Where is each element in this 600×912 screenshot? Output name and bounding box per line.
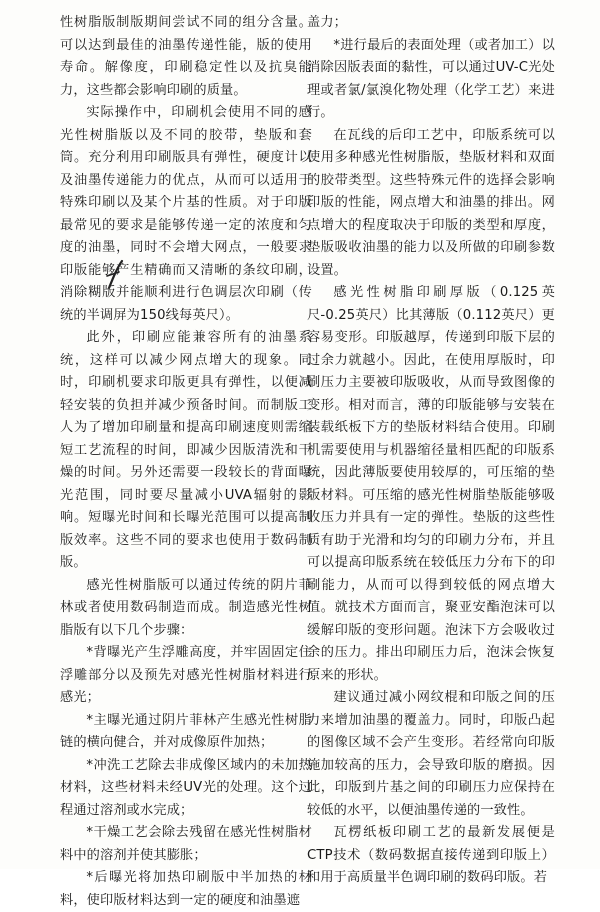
paragraph: 瓦楞纸板印刷工艺的最新发展便是CTP技术（数码数据直接传递到印版上）和用于高质量半色调印刷的数码印版。若 xyxy=(307,825,555,885)
right-column xyxy=(307,12,555,890)
bullet-item: *主曝光通过阴片菲林产生感光性树脂链的横向健合，并对成像原件加热； xyxy=(60,712,312,750)
left-column xyxy=(60,12,312,912)
paragraph: 此外，印刷应能兼容所有的油墨系统，这样可以减少网点增大的现象。同时，印刷机要求印版更具有弹性，以便减轻安装的负担并减少预备时间。而制版工人为了增加印刷量和提高印刷速度则需缩短工艺流程的时间，即减少因版清洗和干燥的时间。另外还需要一段较长的背面曝光范围，同时要尽量减小UVA辐射的影响。短曝光时间和长曝光范围可以提高制版效率。这些不同的要求也使用于数码制版。 xyxy=(60,330,312,570)
paragraph: 实际操作中，印刷机会使用不同的感光性树脂版以及不同的胶带，垫版和套筒。充分利用印刷版具有弹性，硬度计以及油墨传递能力的优点，从而可以适用于特殊印刷以及某个片基的性质。对于印版最常见的要求是能够传递一定的浓度和匀度的油墨，同时不会增大网点，一般要求印版能够产生精确而又清晰的条纹印刷，消除糊版并能顺利进行色调层次印刷（传统的半调屏为150线每英尺）。 xyxy=(60,105,312,323)
bullet-item: *背曝光产生浮雕高度，并牢固固定住浮雕部分以及预先对感光性树脂材料进行感光； xyxy=(60,645,312,705)
paragraph: 建议通过减小网纹棍和印版之间的压力来增加油墨的覆盖力。同时，印版凸起的图像区域不会产生变形。若经常向印版施加较高的压力，会导致印版的磨损。因此，印版到片基之间的印刷压力应保持在较低的水平，以便油墨传递的一致性。 xyxy=(307,690,555,818)
paragraph: 感光性树脂印刷厚版（0.125英尺-0.25英尺）比其薄版（0.112英尺）更容易变形。印版越厚，传递到印版下层的过余力就越小。因此，在使用厚版时，印刷压力主要被印版吸收，从而导致图像的变形。相对而言，薄的印版能够与安装在装载纸板下方的垫版材料结合使用。印刷机需要使用与机器缩径量相匹配的印版系统，因此薄版要使用较厚的，可压缩的垫版材料。可压缩的感光性树脂垫版能够吸收压力并具有一定的弹性。垫版的这些性质有助于光滑和均匀的印刷力分布，并且可以提高印版系统在较低压力分布下的印刷能力，从而可以得到较低的网点增大值。就技术方面而言，聚亚安酯泡沫可以缓解印版的变形问题。泡沫下方会吸收过余的压力。排出印刷压力后，泡沫会恢复原来的形状。 xyxy=(307,285,555,683)
paragraph: 盖力； xyxy=(307,15,348,30)
paragraph: 在瓦线的后印工艺中，印版系统可以使用多种感光性树脂版，垫版材料和双面的胶带类型。这些特殊元件的选择会影响印版的性能，网点增大和油墨的排出。网点增大的程度取决于印版的类型和厚度，垫版吸收油墨的能力以及所做的印刷参数设置。 xyxy=(307,127,555,278)
bullet-item: *进行最后的表面处理（或者加工）以消除因版表面的黏性，可以通过UV-C光处理或者氯/氯溴化物处理（化学工艺）来进行。 xyxy=(307,37,555,120)
paragraph: 感光性树脂版可以通过传统的阴片菲林或者使用数码制造而成。制造感光性树脂版有以下几个步骤： xyxy=(60,577,312,638)
bullet-item: *冲洗工艺除去非成像区域内的未加热材料，这些材料未经UV光的处理。这个过程通过溶剂或水完成； xyxy=(60,757,312,818)
paragraph: 性树脂版制版期间尝试不同的组分含量。可以达到最佳的油墨传递性能，版的使用寿命。解像度，印刷稳定性以及抗臭能力，这些都会影响印刷的质量。 xyxy=(60,15,312,98)
bullet-item: *干燥工艺会除去残留在感光性树脂材料中的溶剂并使其膨胀； xyxy=(60,825,312,863)
bullet-item: *后曝光将加热印刷版中半加热的材料，使印版材料达到一定的硬度和油墨遮 xyxy=(60,870,312,908)
